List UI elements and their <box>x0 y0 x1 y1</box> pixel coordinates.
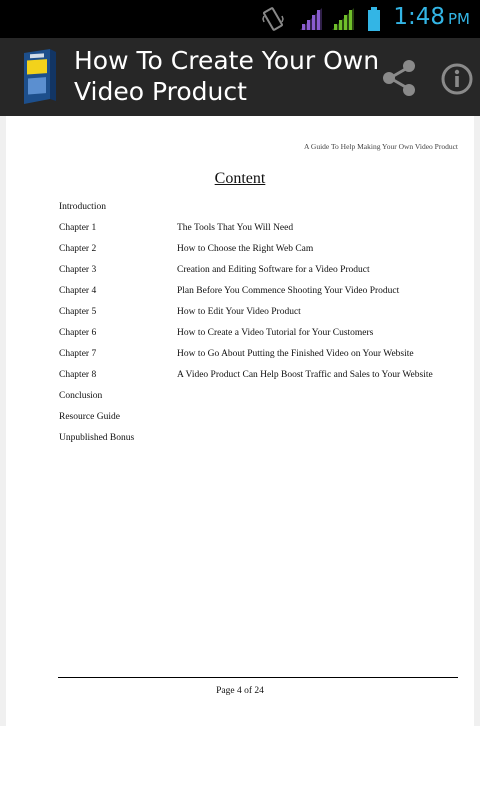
toc-row-title: Plan Before You Commence Shooting Your Video Product <box>177 286 400 296</box>
signal-green-icon <box>330 6 356 37</box>
running-header: A Guide To Help Making Your Own Video Product <box>304 142 458 151</box>
document-page <box>6 116 474 726</box>
toc-row-label: Chapter 1 <box>59 223 97 233</box>
toc-row-title: How to Create a Video Tutorial for Your Customers <box>177 328 374 338</box>
toc-row-label: Chapter 4 <box>59 286 97 296</box>
info-button[interactable] <box>440 62 474 96</box>
share-button[interactable] <box>380 58 420 98</box>
footer-divider <box>58 677 458 678</box>
toc-row-label: Resource Guide <box>59 412 120 422</box>
toc-row-label: Conclusion <box>59 391 103 401</box>
document-viewer[interactable] <box>0 116 480 726</box>
toc-row-label: Unpublished Bonus <box>59 433 135 443</box>
toc-row-title: The Tools That You Will Need <box>177 223 294 233</box>
toc-row-label: Chapter 2 <box>59 244 97 254</box>
toc-row-title: How to Go About Putting the Finished Video on Your Website <box>177 349 414 359</box>
toc-row-title: How to Choose the Right Web Cam <box>177 244 314 254</box>
toc-row-title: How to Edit Your Video Product <box>177 307 301 317</box>
toc-row-label: Chapter 3 <box>59 265 97 275</box>
clock-ampm: PM <box>448 10 470 28</box>
toc-title: Content <box>214 170 266 187</box>
toc-row-label: Chapter 8 <box>59 370 97 380</box>
toc-row-title: A Video Product Can Help Boost Traffic and Sales to Your Website <box>177 370 433 380</box>
info-icon <box>440 62 474 96</box>
app-title: How To Create Your Own Video Product <box>74 46 380 106</box>
status-bar <box>0 0 480 38</box>
toc-row-label: Chapter 7 <box>59 349 97 359</box>
battery-icon <box>366 6 382 37</box>
ebook-cover-icon[interactable] <box>20 49 60 104</box>
vibrate-icon <box>262 6 284 37</box>
page-number: Page 4 of 24 <box>216 686 264 696</box>
share-icon <box>380 58 420 98</box>
signal-purple-icon <box>298 6 324 37</box>
toc-row-label: Introduction <box>59 202 106 212</box>
toc-row-label: Chapter 5 <box>59 307 97 317</box>
clock-time: 1:48 <box>393 4 445 30</box>
clock <box>393 4 470 30</box>
toc-row-title: Creation and Editing Software for a Video Product <box>177 265 370 275</box>
toc-row-label: Chapter 6 <box>59 328 97 338</box>
action-bar <box>0 38 480 116</box>
